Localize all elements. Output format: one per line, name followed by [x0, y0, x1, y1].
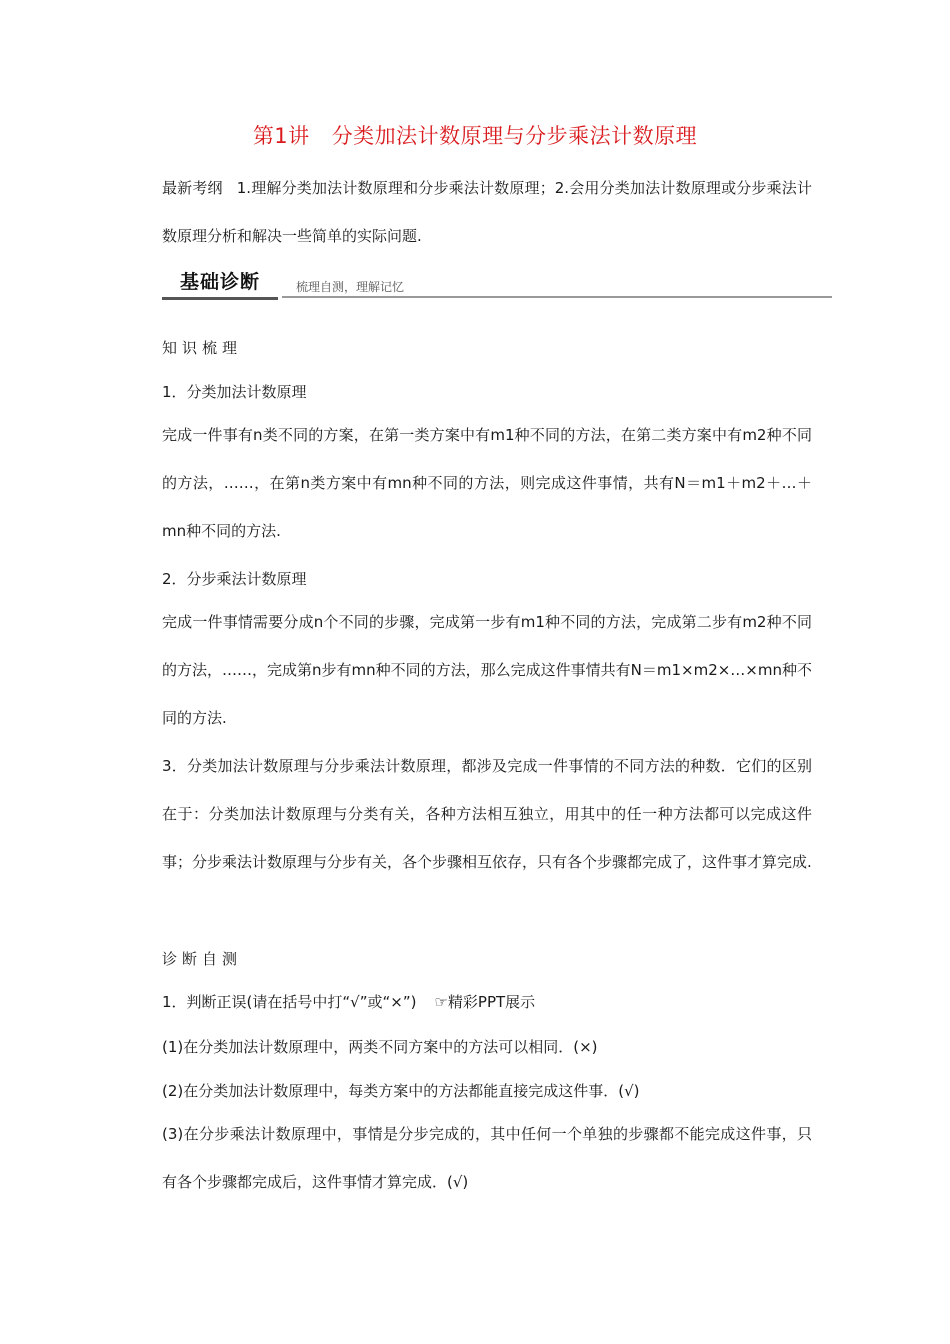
- page-title: [0, 120, 950, 150]
- banner-tag: 基础诊断: [162, 268, 278, 300]
- syllabus-text: 1.理解分类加法计数原理和分步乘法计数原理；2.会用分类加法计数原理或分步乘法计数原理分析和解决一些简单的实际问题.: [162, 179, 812, 245]
- syllabus-label: 最新考纲: [162, 179, 223, 197]
- section-banner: [162, 268, 832, 300]
- item2-title: 2．分步乘法计数原理: [162, 570, 307, 588]
- q1-item-3: (3)在分步乘法计数原理中，事情是分步完成的，其中任何一个单独的步骤都不能完成这件事，只有各个步骤都完成后，这件事情才算完成．(√): [162, 1125, 812, 1191]
- knowledge-heading: 知识梳理: [162, 339, 243, 357]
- q1-title-row: [162, 991, 535, 1012]
- syllabus-outline: [162, 164, 812, 260]
- lecture-number: 第1讲: [252, 124, 310, 148]
- item3-text: 3．分类加法计数原理与分步乘法计数原理，都涉及完成一件事情的不同方法的种数．它们的区别在于：分类加法计数原理与分类有关，各种方法相互独立，用其中的任一种方法都可以完成这件事；分步乘法计数原理与分步有关，各个步骤相互依存，只有各个步骤都完成了，这件事才算完成.: [162, 757, 812, 871]
- q1-title: 1．判断正误(请在括号中打“√”或“×”): [162, 993, 417, 1011]
- q1-item-2: (2)在分类加法计数原理中，每类方案中的方法都能直接完成这件事．(√): [162, 1082, 640, 1100]
- q1-item-1: (1)在分类加法计数原理中，两类不同方案中的方法可以相同．(×): [162, 1038, 598, 1056]
- item1-text: 完成一件事有n类不同的方案，在第一类方案中有m1种不同的方法，在第二类方案中有m2种不同的方法，……，在第n类方案中有mn种不同的方法，则完成这件事情，共有N＝m1＋m2＋…＋mn种不同的方法.: [162, 426, 812, 540]
- ppt-note: ☞精彩PPT展示: [434, 993, 536, 1011]
- selftest-heading: 诊断自测: [162, 950, 243, 968]
- banner-rule: [282, 296, 832, 298]
- item2-text: 完成一件事情需要分成n个不同的步骤，完成第一步有m1种不同的方法，完成第二步有m2种不同的方法，……，完成第n步有mn种不同的方法，那么完成这件事情共有N＝m1×m2×…×mn种不同的方法.: [162, 613, 812, 727]
- banner-subtitle: 梳理自测，理解记忆: [296, 280, 405, 294]
- lecture-topic: 分类加法计数原理与分步乘法计数原理: [331, 124, 698, 148]
- item1-title: 1．分类加法计数原理: [162, 383, 307, 401]
